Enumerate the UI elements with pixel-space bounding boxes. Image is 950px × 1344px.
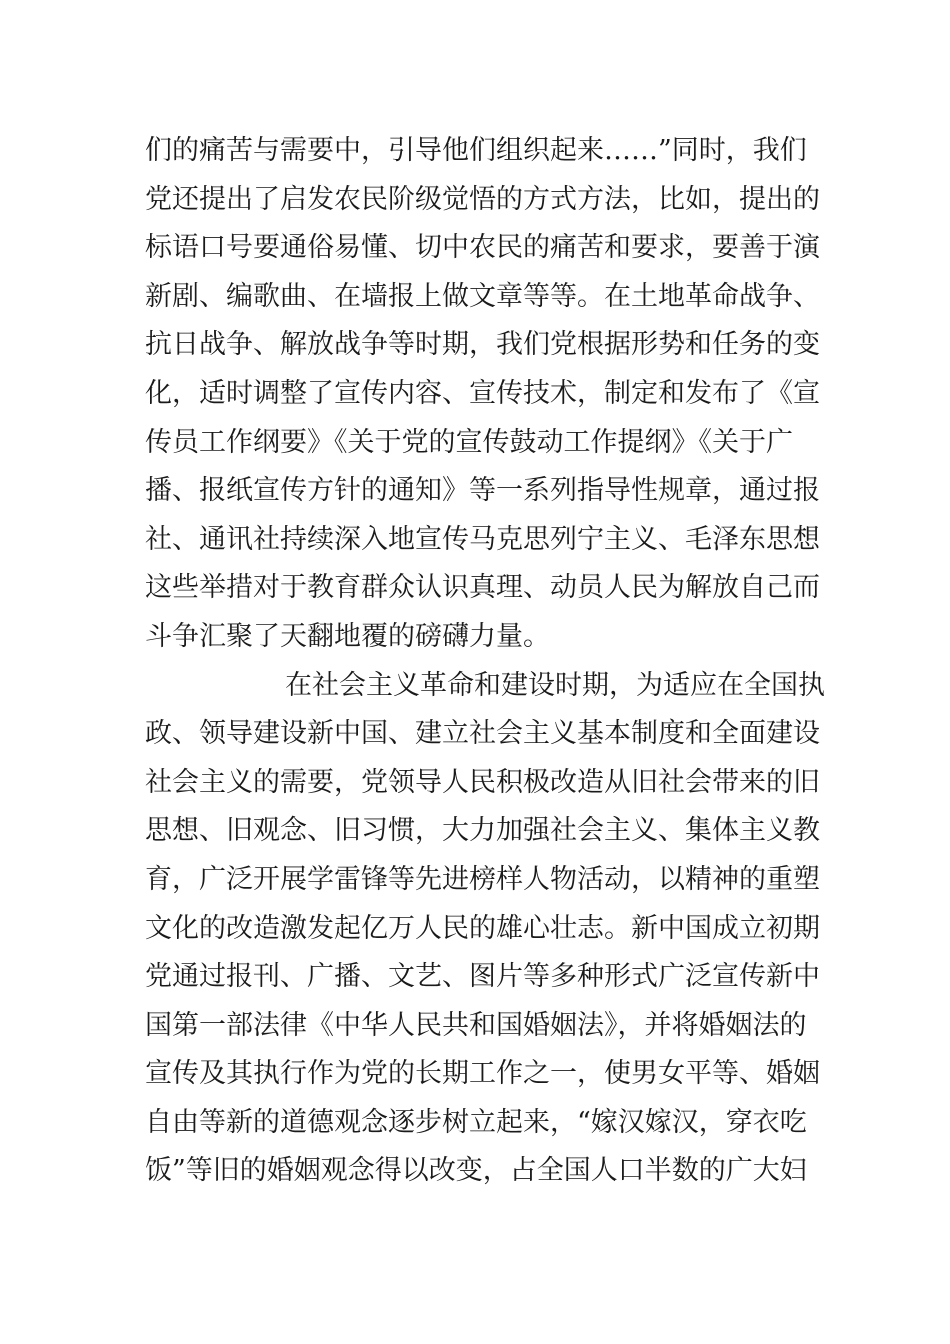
text-line: 政、领导建设新中国、建立社会主义基本制度和全面建设 <box>145 718 820 750</box>
text-line: 自由等新的道德观念逐步树立起来，“嫁汉嫁汉，穿衣吃 <box>145 1106 807 1138</box>
paragraph-start-line: 在社会主义革命和建设时期，为适应在全国执 <box>285 669 825 701</box>
text-line: 党通过报刊、广播、文艺、图片等多种形式广泛宣传新中 <box>145 961 820 993</box>
text-line: 社、通讯社持续深入地宣传马克思列宁主义、毛泽东思想 <box>145 523 820 555</box>
text-line: 文化的改造激发起亿万人民的雄心壮志。新中国成立初期 <box>145 912 820 944</box>
text-line: 社会主义的需要，党领导人民积极改造从旧社会带来的旧 <box>145 766 820 798</box>
body-text <box>145 127 825 1196</box>
text-line: 宣传及其执行作为党的长期工作之一，使男女平等、婚姻 <box>145 1058 820 1090</box>
text-line: 国第一部法律《中华人民共和国婚姻法》，并将婚姻法的 <box>145 1009 807 1041</box>
text-line: 斗争汇聚了天翻地覆的磅礴力量。 <box>145 620 550 652</box>
text-line: 传员工作纲要》《关于党的宣传鼓动工作提纲》《关于广 <box>145 426 793 458</box>
text-line: 化，适时调整了宣传内容、宣传技术，制定和发布了《宣 <box>145 377 820 409</box>
text-line: 思想、旧观念、旧习惯，大力加强社会主义、集体主义教 <box>145 815 820 847</box>
text-line: 们的痛苦与需要中，引导他们组织起来……”同时，我们 <box>145 135 807 166</box>
text-line: 这些举措对于教育群众认识真理、动员人民为解放自己而 <box>145 572 820 604</box>
text-line: 新剧、编歌曲、在墙报上做文章等等。在土地革命战争、 <box>145 280 820 312</box>
text-line: 育，广泛开展学雷锋等先进榜样人物活动，以精神的重塑 <box>145 863 820 895</box>
text-line: 饭”等旧的婚姻观念得以改变，占全国人口半数的广大妇 <box>145 1155 807 1187</box>
text-line: 党还提出了启发农民阶级觉悟的方式方法，比如，提出的 <box>145 183 820 215</box>
text-line: 抗日战争、解放战争等时期，我们党根据形势和任务的变 <box>145 329 820 361</box>
text-line: 标语口号要通俗易懂、切中农民的痛苦和要求，要善于演 <box>145 232 820 264</box>
text-line: 播、报纸宣传方针的通知》等一系列指导性规章，通过报 <box>145 475 820 507</box>
